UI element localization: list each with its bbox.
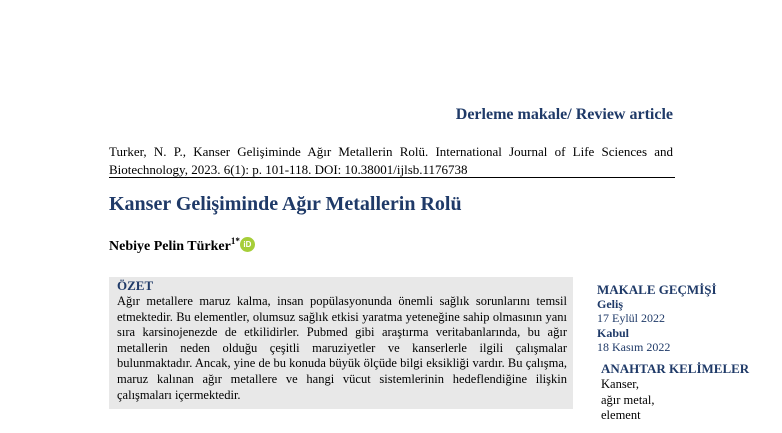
accepted-label: Kabul [597,326,630,340]
header-divider [109,177,675,178]
author-line [109,236,255,255]
author-name: Nebiye Pelin Türker [109,239,231,254]
accepted-date: 18 Kasım 2022 [597,340,671,354]
received-date: 17 Eylül 2022 [597,311,665,325]
article-history [597,282,777,355]
keyword-item: ağır metal, [601,392,655,407]
paper-title: Kanser Gelişiminde Ağır Metallerin Rolü [109,193,462,215]
keyword-item: element [601,408,641,422]
keywords-list [601,377,654,424]
abstract-heading: ÖZET [117,278,154,293]
keyword-item: Kanser, [601,377,640,391]
author-affiliation-mark: 1* [230,236,240,246]
article-history-heading: MAKALE GEÇMİŞİ [597,282,717,297]
abstract-text: Ağır metallere maruz kalma, insan popülasyonunda önemli sağlık sorunlarını temsil etmektedir. Bu elementler, olumsuz sağlık etkisi yaratma yeteneğine sahip olmasının yanı sıra karsinojenezde de etkilidirler. Pubmed gibi araştırma veritabanlarında, bu ağır metallerin neden olduğu çeşitli maruziyetler ve kanserlerle ilgili çalışmalar bulunmaktadır. Ancak, yine de bu konuda büyük ölçüde bilgi eksikliği vardır. Bu çalışma, maruz kalınan ağır metallere ve hangi vücut sistemlerinin hedeflendiğine ilişkin çalışmaları içermektedir. [117,294,567,402]
keywords-heading: ANAHTAR KELİMELER [601,361,750,376]
received-label: Geliş [597,297,623,311]
citation-text: Turker, N. P., Kanser Gelişiminde Ağır Metallerin Rolü. International Journal of Life Sciences and Biotechnology, 2023. 6(1): p. 101-118. DOI: 10.38001/ijlsb.1176738 [109,144,673,177]
article-type-label: Derleme makale/ Review article [455,106,673,123]
abstract-box [109,277,573,409]
orcid-icon[interactable]: iD [240,237,255,252]
